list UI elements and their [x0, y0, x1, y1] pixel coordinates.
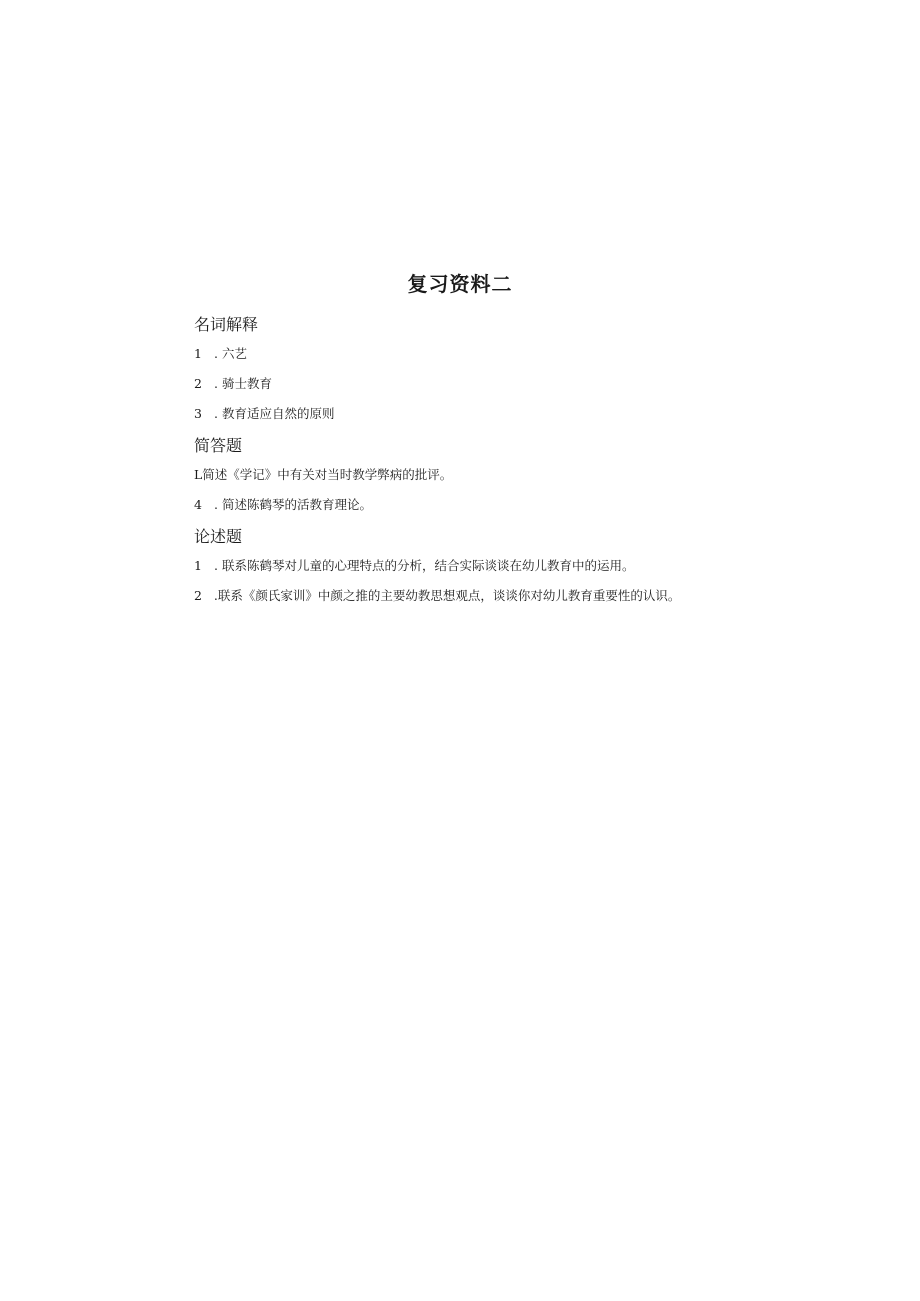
- list-item: [194, 345, 714, 363]
- document-title: 复习资料二: [407, 272, 513, 296]
- item-number: 2: [194, 376, 202, 391]
- item-number: 4: [194, 497, 202, 512]
- list-item: [194, 466, 714, 484]
- list-item: [194, 581, 714, 611]
- item-text: 联系《颜氏家训》中颜之推的主要幼教思想观点，谈谈你对幼儿教育重要性的认识。: [217, 588, 681, 603]
- item-number: 3: [194, 406, 202, 421]
- section-heading: 名词解释: [194, 315, 259, 334]
- item-dot: .: [214, 497, 218, 512]
- item-dot: .: [214, 406, 218, 421]
- section-heading: 论述题: [194, 527, 243, 546]
- item-text: L简述《学记》中有关对当时教学弊病的批评。: [194, 467, 453, 482]
- document-body: [194, 314, 714, 623]
- item-text: 骑士教育: [222, 376, 273, 391]
- item-text: 教育适应自然的原则: [222, 406, 335, 421]
- section-essay: [194, 526, 714, 611]
- item-text: 联系陈鹤琴对儿童的心理特点的分析，结合实际谈谈在幼儿教育中的运用。: [222, 558, 635, 573]
- item-number: 2: [194, 588, 202, 603]
- list-item: [194, 375, 714, 393]
- item-number: 1: [194, 346, 202, 361]
- item-text-wrapped: [194, 581, 714, 611]
- list-item: [194, 557, 714, 575]
- list-item: [194, 496, 714, 514]
- item-text: 六艺: [222, 346, 248, 361]
- item-dot: .: [214, 376, 218, 391]
- item-dot: .: [213, 588, 218, 603]
- item-text: 简述陈鹤琴的活教育理论。: [222, 497, 373, 512]
- section-short-answer: [194, 435, 714, 514]
- item-number: 1: [194, 558, 202, 573]
- item-dot: .: [214, 346, 218, 361]
- list-item: [194, 405, 714, 423]
- item-dot: .: [214, 558, 218, 573]
- section-heading: 简答题: [194, 436, 243, 455]
- section-terms: [194, 314, 714, 423]
